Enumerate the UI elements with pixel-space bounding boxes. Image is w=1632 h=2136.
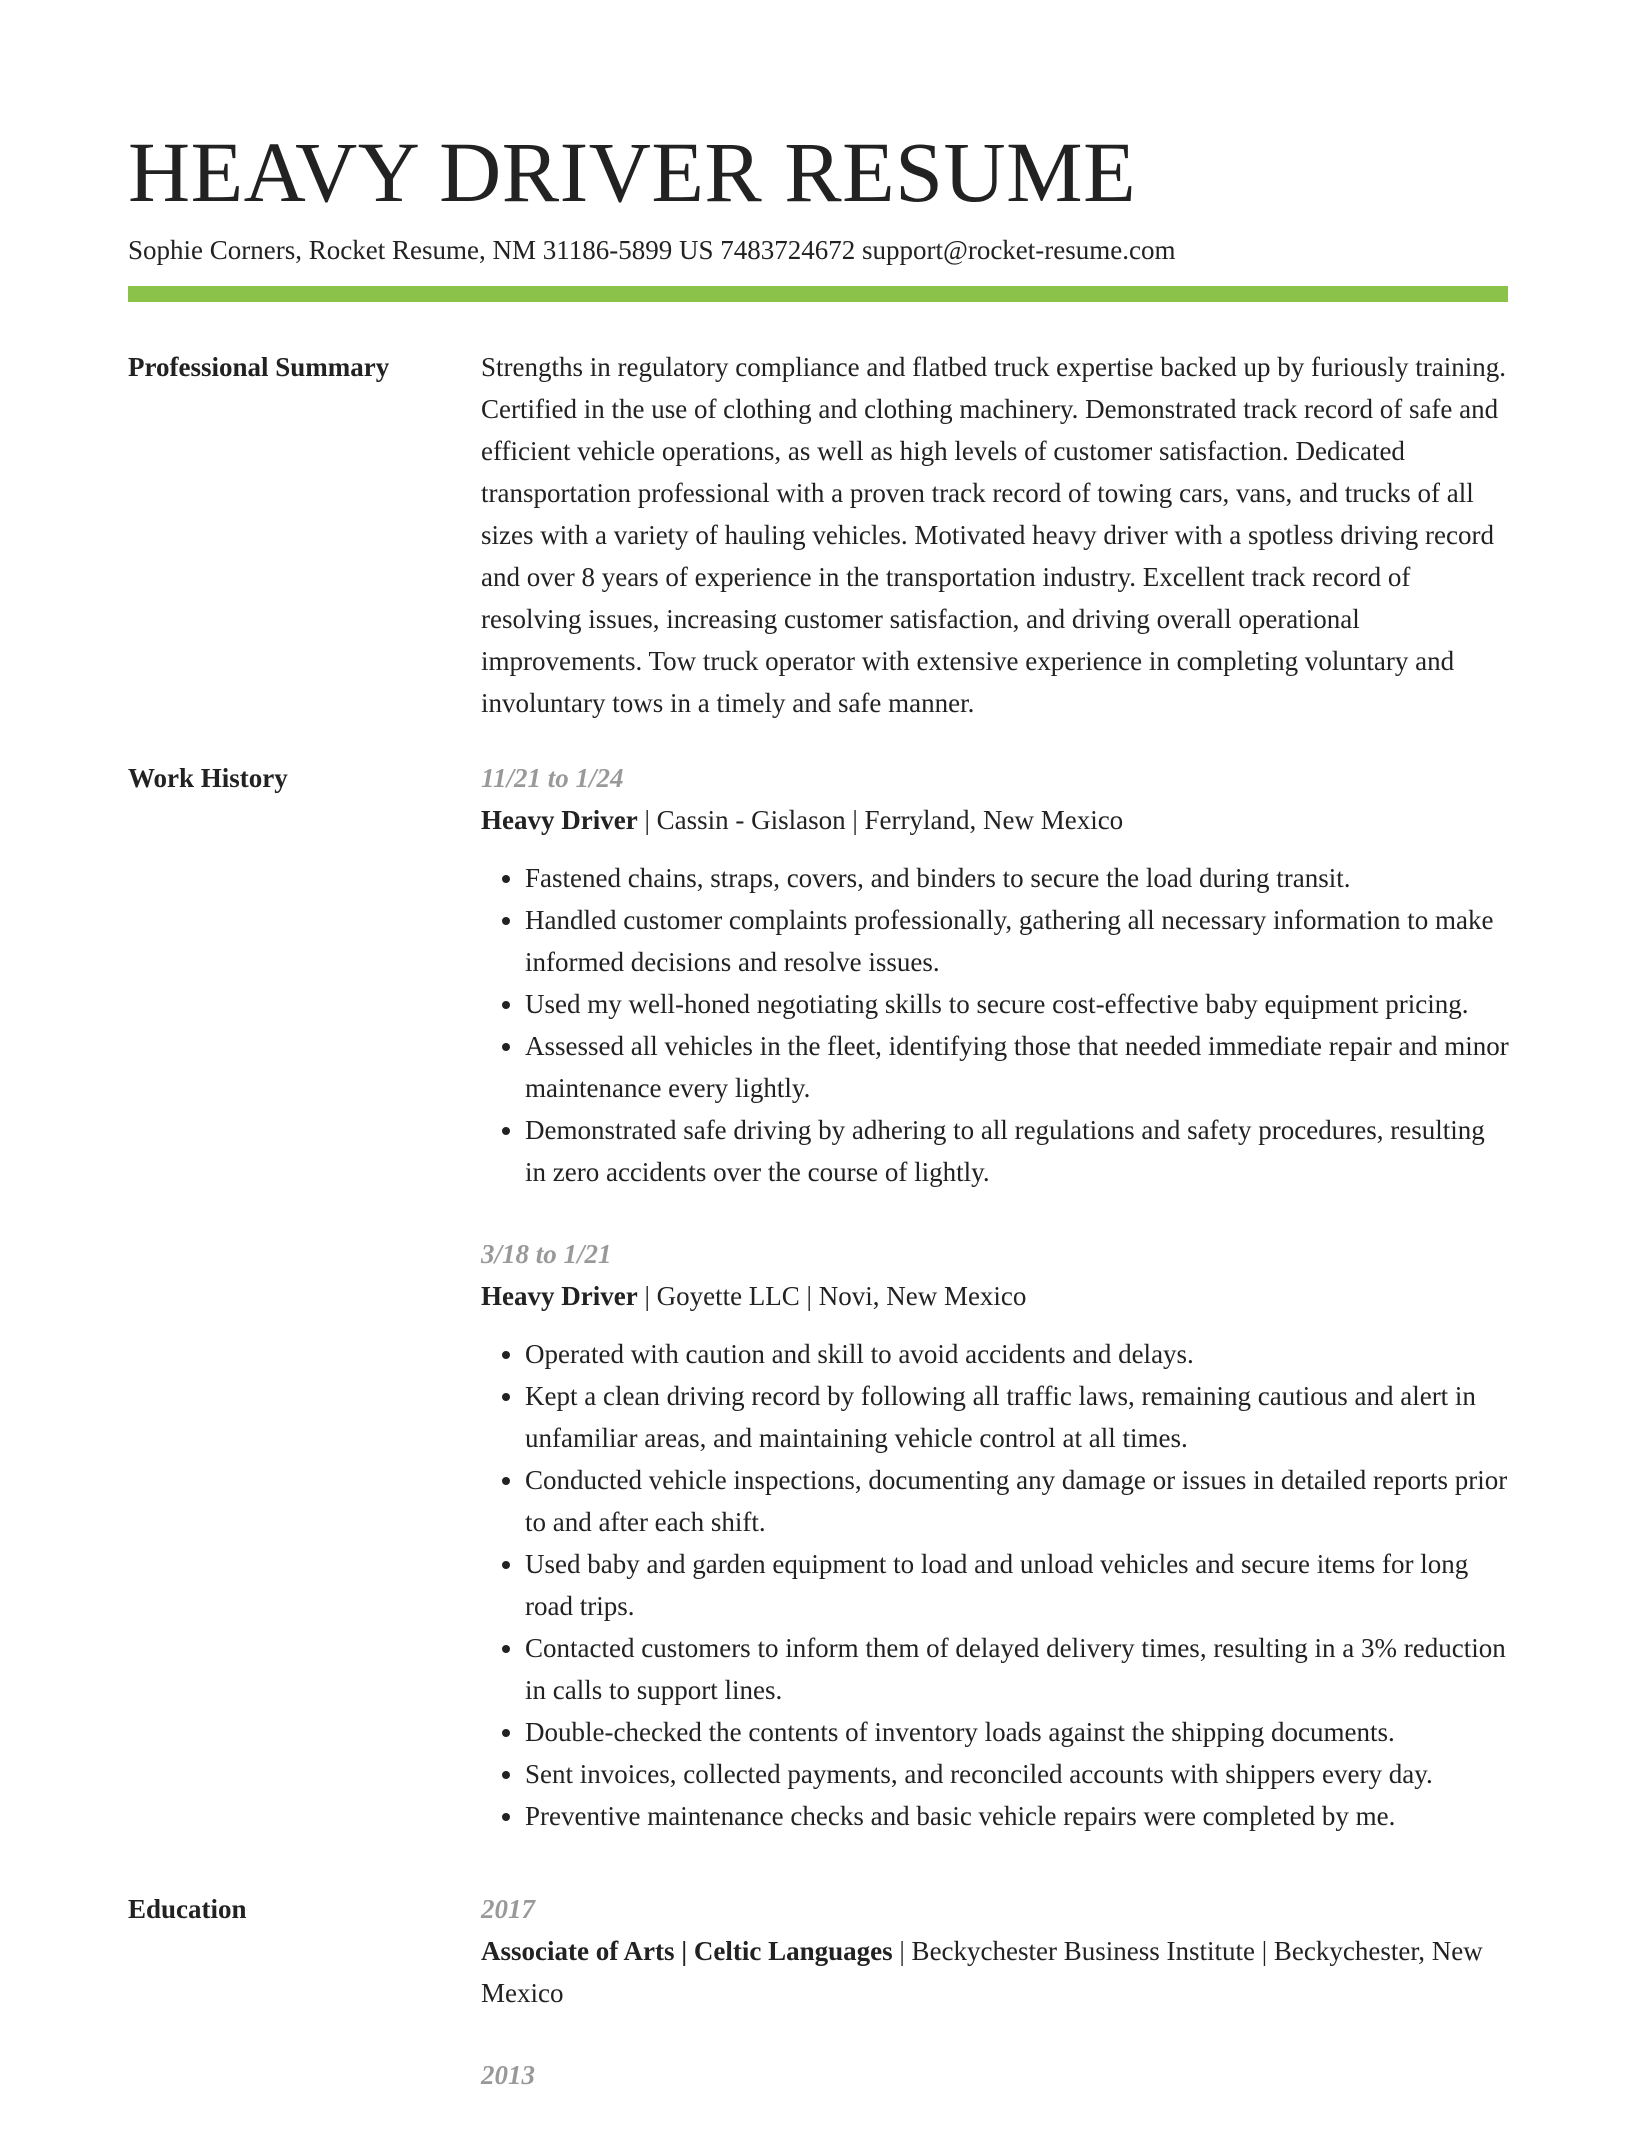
job-entry [481, 757, 1511, 1193]
job-title: Heavy Driver [481, 1281, 638, 1311]
summary-text: Strengths in regulatory compliance and flatbed truck expertise backed up by furiously training. Certified in the use of clothing and clothing machinery. Demonstrated track record of safe and efficient vehicle operations, as well as high levels of customer satisfaction. Dedicated transportation professional with a proven track record of towing cars, vans, and trucks of all sizes with a variety of hauling vehicles. Motivated heavy driver with a spotless driving record and over 8 years of experience in the transportation industry. Excellent track record of resolving issues, increasing customer satisfaction, and driving overall operational improvements. Tow truck operator with extensive experience in completing voluntary and involuntary tows in a timely and safe manner. [481, 352, 1506, 718]
job-entry [481, 1233, 1511, 1837]
list-item: • Used my well-honed negotiating skills to secure cost-effective baby equipment pricing. [525, 983, 1511, 1025]
job-bullets [481, 1333, 1511, 1837]
list-item: • Assessed all vehicles in the fleet, identifying those that needed immediate repair and minor maintenance every lightly. [525, 1025, 1511, 1109]
job-title: Heavy Driver [481, 805, 638, 835]
list-item: • Fastened chains, straps, covers, and binders to secure the load during transit. [525, 857, 1511, 899]
resume-title: HEAVY DRIVER RESUME [128, 124, 1137, 220]
job-role-line [481, 799, 1511, 841]
list-item: • Operated with caution and skill to avoid accidents and delays. [525, 1333, 1511, 1375]
education-year: 2017 [481, 1894, 535, 1924]
list-item: • Demonstrated safe driving by adhering to all regulations and safety procedures, resulting in zero accidents over the course of lightly. [525, 1109, 1511, 1193]
education-entry [481, 2054, 1511, 2096]
job-bullets [481, 857, 1511, 1193]
job-employer: | Cassin - Gislason | Ferryland, New Mexico [637, 805, 1124, 835]
contact-line: Sophie Corners, Rocket Resume, NM 31186-5899 US 7483724672 support@rocket-resume.com [128, 235, 1176, 265]
education-body [481, 1888, 1511, 2136]
list-item: • Double-checked the contents of inventory loads against the shipping documents. [525, 1711, 1511, 1753]
work-history-body [481, 757, 1511, 1837]
education-year: 2013 [481, 2060, 535, 2090]
education-degree: Associate of Arts | Celtic Languages [481, 1936, 893, 1966]
job-employer: | Goyette LLC | Novi, New Mexico [637, 1281, 1027, 1311]
list-item: • Used baby and garden equipment to load and unload vehicles and secure items for long road trips. [525, 1543, 1511, 1627]
list-item: • Conducted vehicle inspections, documenting any damage or issues in detailed reports prior to and after each shift. [525, 1459, 1511, 1543]
work-history-label: Work History [128, 763, 288, 793]
job-dates: 11/21 to 1/24 [481, 763, 624, 793]
education-entry [481, 1888, 1511, 2014]
list-item: • Contacted customers to inform them of delayed delivery times, resulting in a 3% reduction in calls to support lines. [525, 1627, 1511, 1711]
education-line [481, 1930, 1511, 2014]
list-item: • Sent invoices, collected payments, and reconciled accounts with shippers every day. [525, 1753, 1511, 1795]
list-item: • Preventive maintenance checks and basic vehicle repairs were completed by me. [525, 1795, 1511, 1837]
education-school: | Beckychester Business Institute | Beckychester, New Mexico [481, 1936, 1483, 2008]
job-dates: 3/18 to 1/21 [481, 1239, 612, 1269]
header-divider [128, 286, 1508, 302]
summary-body [481, 346, 1511, 724]
list-item: • Kept a clean driving record by following all traffic laws, remaining cautious and alert in unfamiliar areas, and maintaining vehicle control at all times. [525, 1375, 1511, 1459]
summary-label: Professional Summary [128, 352, 390, 382]
list-item: • Handled customer complaints professionally, gathering all necessary information to make informed decisions and resolve issues. [525, 899, 1511, 983]
education-label: Education [128, 1894, 247, 1924]
job-role-line [481, 1275, 1511, 1317]
